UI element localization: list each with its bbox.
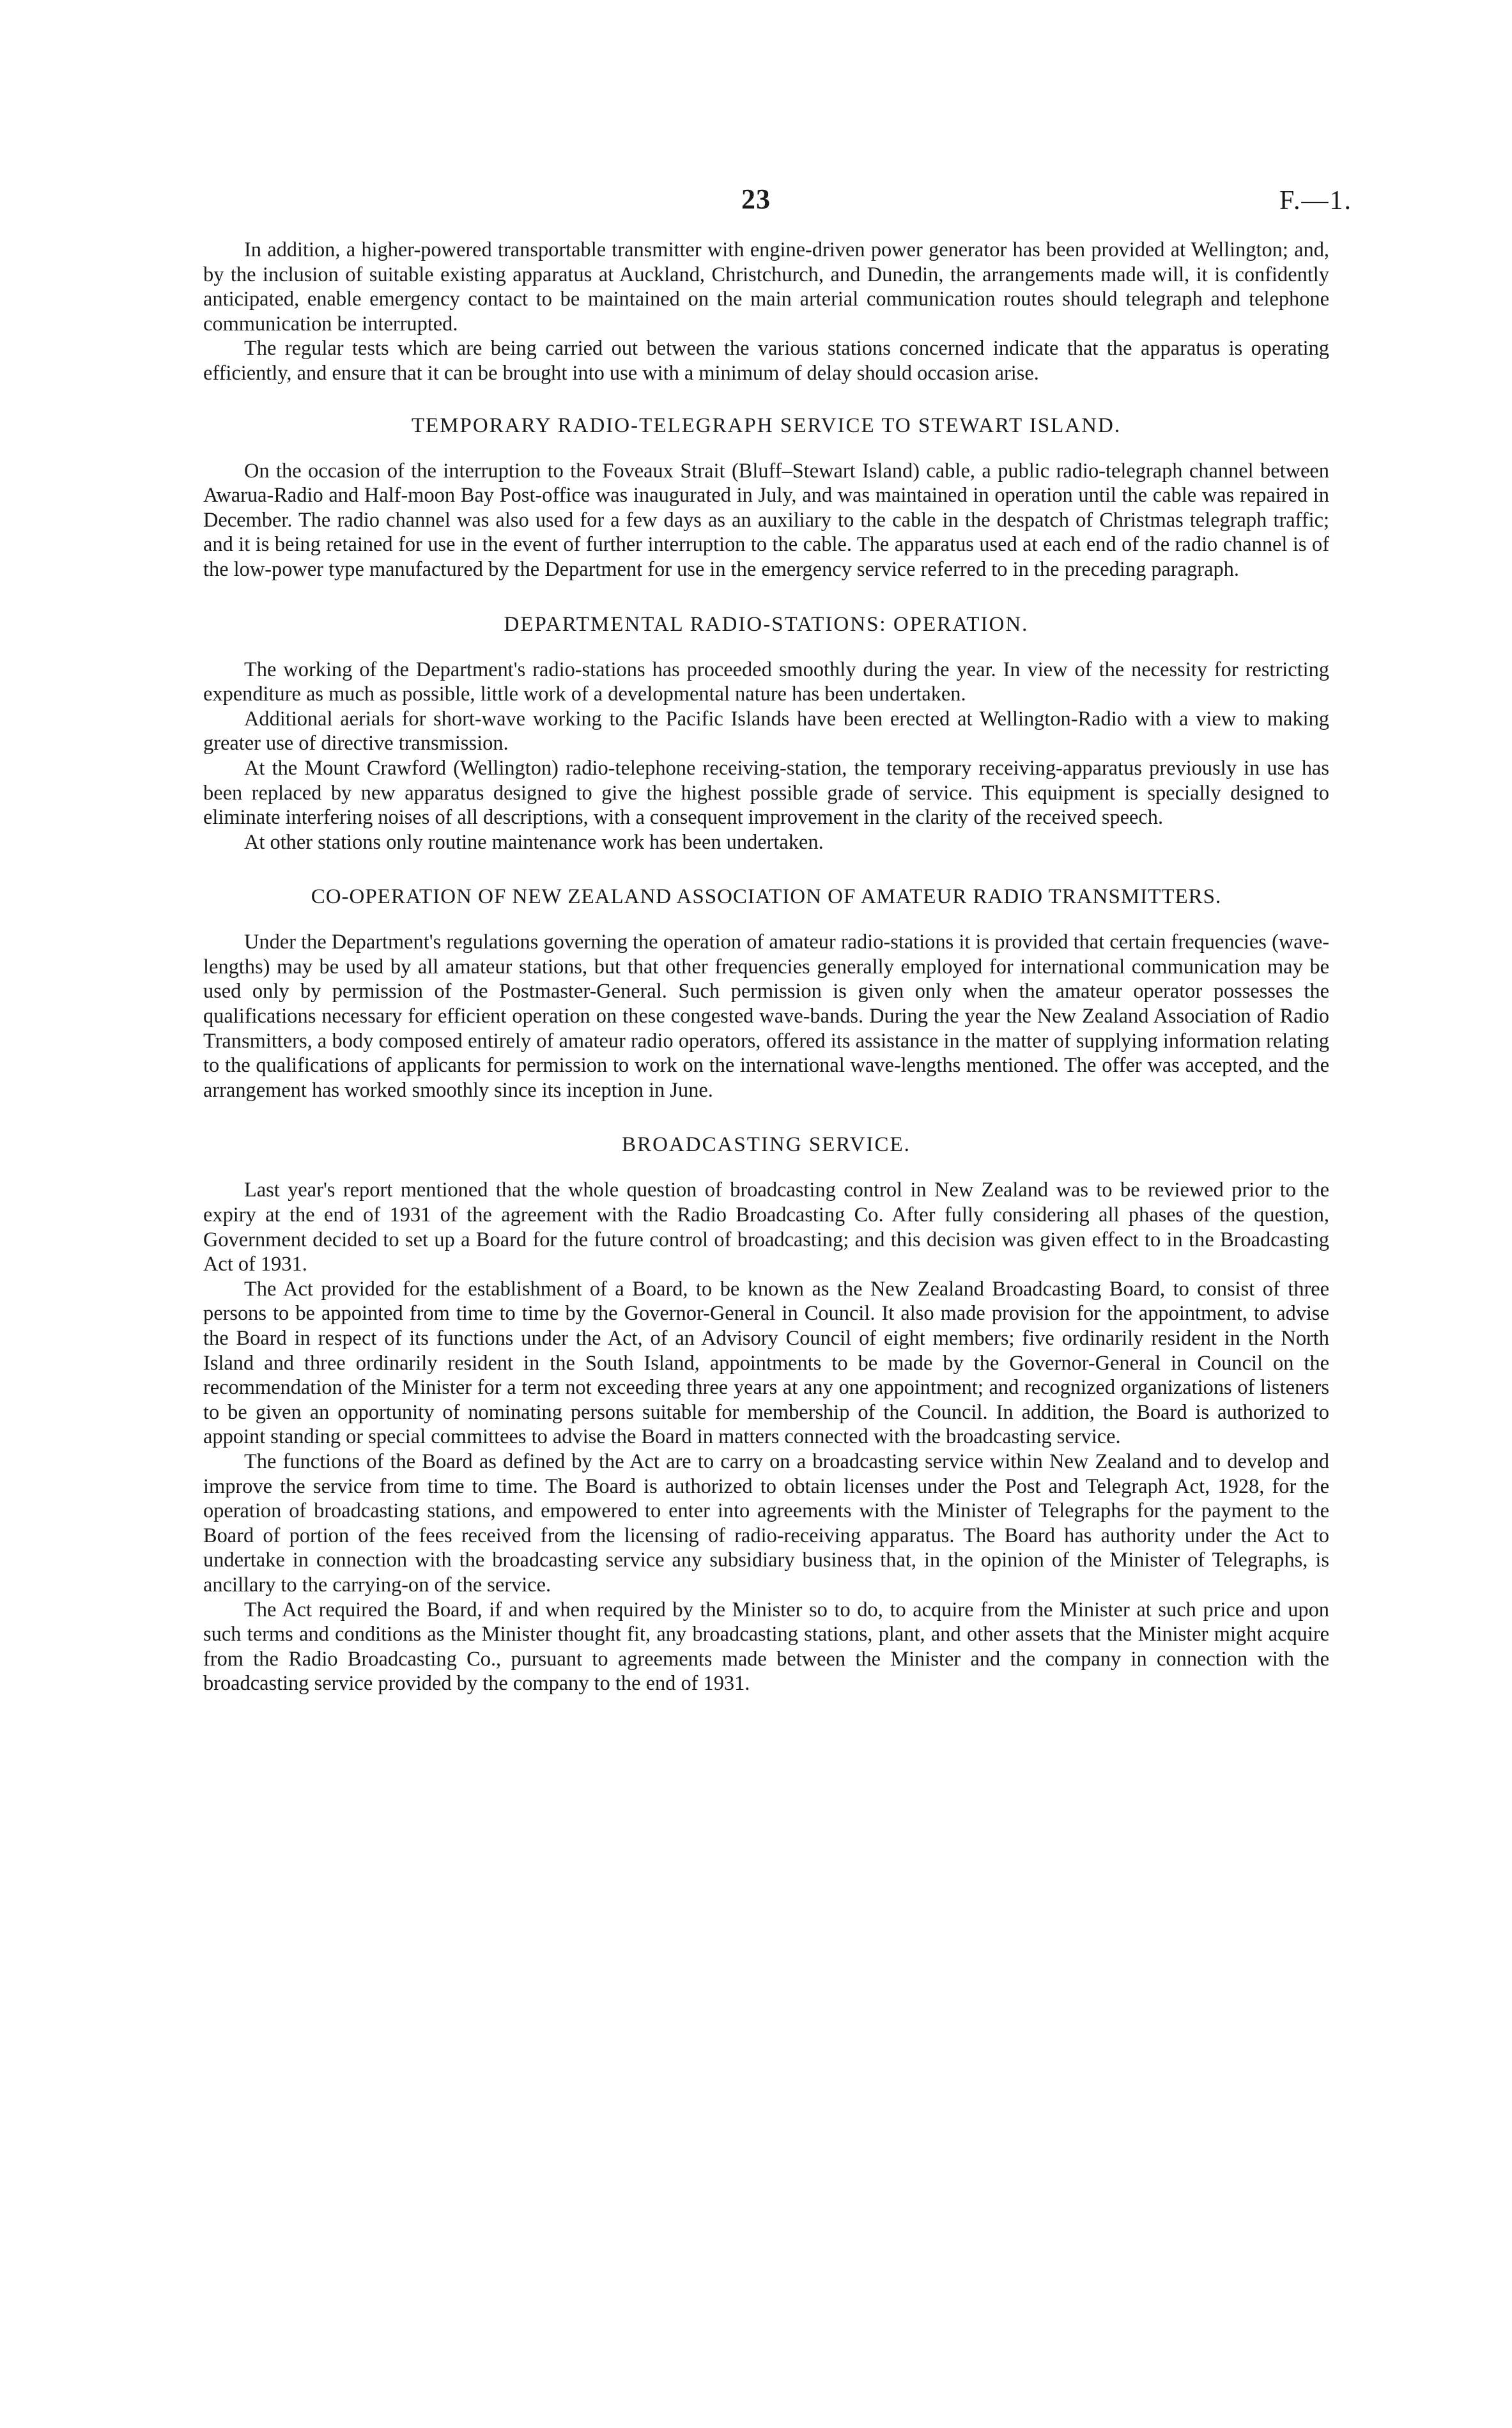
paragraph: On the occasion of the interruption to the Foveaux Strait (Bluff–Stewart Island) cable, a public radio-telegraph channel between Awarua-Radio and Half-moon Bay Post-office was inaugurated in July, and was maintained in operation until the cable was repaired in December. The radio channel was also used for a few days as an auxiliary to the cable in the despatch of Christmas telegraph traffic; and it is being retained for use in the event of further interruption to the cable. The apparatus used at each end of the radio channel is of the low-power type manufactured by the Department for use in the emergency service referred to in the preceding paragraph. (203, 459, 1329, 581)
section-heading: CO-OPERATION OF NEW ZEALAND ASSOCIATION OF AMATEUR RADIO TRANSMITTERS. (311, 885, 1222, 909)
paragraph: The regular tests which are being carried out between the various stations concerned indicate that the apparatus is operating efficiently, and ensure that it can be brought into use with a minimum of delay should occasion arise. (203, 337, 1329, 385)
section-amateur-cooperation (203, 884, 1329, 1102)
section-heading: TEMPORARY RADIO-TELEGRAPH SERVICE TO STEWART ISLAND. (411, 414, 1122, 437)
section-emergency-radio (203, 238, 1329, 386)
paragraph: In addition, a higher-powered transportable transmitter with engine-driven power generator has been provided at Wellington; and, by the inclusion of suitable existing apparatus at Auckland, Christchurch, and Dunedin, the arrangements made will, it is confidently anticipated, enable emergency contact to be maintained on the main arterial communication routes should telegraph and telephone communication be interrupted. (203, 238, 1329, 336)
section-departmental-radio-stations (203, 612, 1329, 855)
paragraph: Additional aerials for short-wave working to the Pacific Islands have been erected at Wellington-Radio with a view to making greater use of directive transmission. (203, 707, 1329, 755)
section-heading: DEPARTMENTAL RADIO-STATIONS: OPERATION. (504, 612, 1029, 636)
paragraph: The working of the Department's radio-stations has proceeded smoothly during the year. In view of the necessity for restricting expenditure as much as possible, little work of a developmental nature has been undertaken. (203, 658, 1329, 706)
document-body (203, 238, 1329, 1696)
paragraph: The functions of the Board as defined by the Act are to carry on a broadcasting service within New Zealand and to develop and improve the service from time to time. The Board is authorized to obtain licenses under the Post and Telegraph Act, 1928, for the operation of broadcasting stations, and empowered to enter into agreements with the Minister of Telegraphs for the payment to the Board of portion of the fees received from the licensing of radio-receiving apparatus. The Board has authority under the Act to undertake in connection with the broadcasting service any subsidiary business that, in the opinion of the Minister of Telegraphs, is ancillary to the carrying-on of the service. (203, 1450, 1329, 1597)
paragraph: Last year's report mentioned that the whole question of broadcasting control in New Zealand was to be reviewed prior to the expiry at the end of 1931 of the agreement with the Radio Broadcasting Co. After fully considering all phases of the question, Government decided to set up a Board for the future control of broadcasting; and this decision was given effect to in the Broadcasting Act of 1931. (203, 1179, 1329, 1276)
page-number: 23 (741, 183, 771, 215)
section-stewart-island-service (203, 413, 1329, 582)
paragraph: The Act required the Board, if and when required by the Minister so to do, to acquire from the Minister at such price and upon such terms and conditions as the Minister thought fit, any broadcasting stations, plant, and other assets that the Minister might acquire from the Radio Broadcasting Co., pursuant to agreements made between the Minister and the company in connection with the broadcasting service provided by the company to the end of 1931. (203, 1598, 1329, 1696)
paragraph: At the Mount Crawford (Wellington) radio-telephone receiving-station, the temporary receiving-apparatus previously in use has been replaced by new apparatus designed to give the highest possible grade of service. This equipment is specially designed to eliminate interfering noises of all descriptions, with a consequent improvement in the clarity of the received speech. (203, 756, 1329, 830)
section-heading: BROADCASTING SERVICE. (622, 1133, 911, 1157)
paragraph: Under the Department's regulations governing the operation of amateur radio-stations it is provided that certain frequencies (wave-lengths) may be used by all amateur stations, but that other frequencies generally employed for international communication may be used only by permission of the Postmaster-General. Such permission is given only when the amateur operator possesses the qualifications necessary for efficient operation on these congested wave-bands. During the year the New Zealand Association of Radio Transmitters, a body composed entirely of amateur radio operators, offered its assistance in the matter of supplying information relating to the qualifications of applicants for permission to work on the international wave-lengths mentioned. The offer was accepted, and the arrangement has worked smoothly since its inception in June. (203, 931, 1329, 1102)
document-code: F.—1. (1279, 186, 1352, 215)
paragraph: The Act provided for the establishment of a Board, to be known as the New Zealand Broadcasting Board, to consist of three persons to be appointed from time to time by the Governor-General in Council. It also made provision for the appointment, to advise the Board in respect of its functions under the Act, of an Advisory Council of eight members; five ordinarily resident in the North Island and three ordinarily resident in the South Island, appointments to be made by the Governor-General in Council on the recommendation of the Minister for a term not exceeding three years at any one appointment; and recognized organizations of listeners to be given an opportunity of nominating persons suitable for membership of the Council. In addition, the Board is authorized to appoint standing or special committees to advise the Board in matters connected with the broadcasting service. (203, 1277, 1329, 1449)
section-broadcasting-service (203, 1132, 1329, 1696)
paragraph: At other stations only routine maintenance work has been undertaken. (244, 830, 824, 854)
